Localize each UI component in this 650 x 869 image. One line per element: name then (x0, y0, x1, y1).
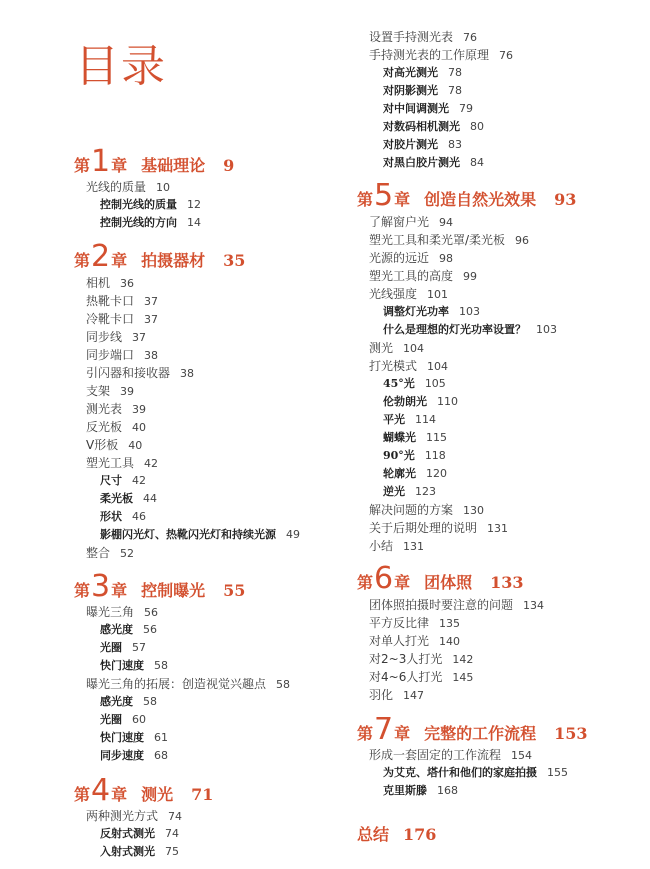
entry-text: 对阴影测光 (383, 84, 438, 97)
toc-entry (86, 294, 158, 309)
toc-entry (369, 688, 424, 703)
entry-page-number: 104 (403, 342, 425, 355)
entry-text: 同步速度 (100, 749, 144, 762)
entry-text: 克里斯滕 (383, 784, 427, 797)
entry-page-number: 58 (143, 695, 157, 708)
entry-page-number: 96 (515, 234, 530, 247)
toc-entry (369, 616, 460, 631)
chapter-suffix: 章 (111, 251, 128, 270)
chapter-page-number: 9 (223, 156, 235, 175)
entry-text: 快门速度 (100, 659, 144, 672)
entry-text: 两种测光方式 (86, 809, 159, 823)
entry-text: 对4~6人打光 (369, 670, 443, 684)
chapter-number: 3 (91, 569, 111, 604)
entry-text: 光圈 (100, 713, 122, 726)
entry-page-number: 61 (154, 731, 168, 744)
chapter-suffix: 章 (111, 785, 128, 804)
entry-page-number: 101 (427, 288, 449, 301)
entry-page-number: 56 (144, 606, 159, 619)
toc-subentry (383, 66, 462, 80)
chapter-heading (74, 773, 213, 808)
toc-subentry (383, 467, 447, 481)
chapter-number: 2 (91, 239, 111, 274)
toc-subentry (383, 431, 447, 445)
chapter-prefix: 第 (357, 573, 374, 592)
entry-text: 相机 (86, 276, 111, 290)
entry-page-number: 12 (187, 198, 201, 211)
toc-entry (369, 341, 424, 356)
chapter-suffix: 章 (394, 190, 411, 209)
entry-text: 光线强度 (369, 287, 418, 301)
toc-subentry (100, 641, 146, 655)
entry-page-number: 105 (424, 377, 446, 390)
entry-text: 轮廓光 (383, 467, 416, 480)
entry-text: 塑光工具的高度 (369, 269, 454, 283)
toc-entry (86, 384, 134, 399)
chapter-heading (74, 144, 234, 179)
chapter-page-number: 71 (191, 785, 214, 804)
chapter-prefix: 第 (74, 156, 91, 175)
entry-page-number: 60 (132, 713, 146, 726)
toc-entry (86, 420, 146, 435)
entry-text: 团体照拍摄时要注意的问题 (369, 598, 514, 612)
entry-page-number: 130 (463, 504, 485, 517)
entry-text: 引闪器和接收器 (86, 366, 171, 380)
entry-text: 关于后期处理的说明 (369, 521, 478, 535)
toc-subentry (100, 474, 146, 488)
entry-text: 平方反比律 (369, 616, 430, 630)
entry-text: 打光模式 (369, 359, 418, 373)
entry-page-number: 49 (286, 528, 300, 541)
entry-page-number: 154 (511, 749, 533, 762)
toc-entry (369, 287, 448, 302)
chapter-number: 1 (91, 144, 111, 179)
toc-subentry (383, 377, 446, 391)
entry-text: 90°光 (383, 449, 415, 462)
entry-page-number: 131 (403, 540, 425, 553)
entry-page-number: 40 (132, 421, 147, 434)
toc-entry (369, 521, 508, 536)
toc-entry (86, 677, 290, 692)
chapter-heading (357, 178, 576, 213)
toc-subentry (383, 485, 436, 499)
toc-entry (369, 634, 460, 649)
entry-page-number: 39 (132, 403, 147, 416)
entry-text: 冷靴卡口 (86, 312, 135, 326)
entry-page-number: 40 (128, 439, 143, 452)
entry-text: 反射式测光 (100, 827, 155, 840)
toc-subentry (383, 449, 446, 463)
chapter-suffix: 章 (111, 156, 128, 175)
entry-page-number: 114 (415, 413, 436, 426)
entry-text: 感光度 (100, 695, 133, 708)
chapter-heading (74, 239, 245, 274)
chapter-prefix: 第 (74, 251, 91, 270)
toc-subentry (100, 659, 168, 673)
chapter-number: 6 (374, 561, 394, 596)
entry-page-number: 120 (426, 467, 447, 480)
toc-subentry (383, 120, 484, 134)
entry-text: 反光板 (86, 420, 123, 434)
toc-subentry (100, 216, 201, 230)
toc-entry (369, 251, 453, 266)
entry-page-number: 57 (132, 641, 146, 654)
toc-entry (86, 546, 134, 561)
toc-subentry (100, 510, 146, 524)
toc-subentry (383, 784, 458, 798)
toc-entry (369, 269, 477, 284)
entry-text: 逆光 (383, 485, 405, 498)
entry-page-number: 142 (452, 653, 474, 666)
entry-text: 感光度 (100, 623, 133, 636)
summary-page-number: 176 (403, 825, 437, 844)
entry-text: 支架 (86, 384, 111, 398)
entry-text: 快门速度 (100, 731, 144, 744)
chapter-prefix: 第 (74, 785, 91, 804)
entry-text: 柔光板 (100, 492, 133, 505)
entry-page-number: 104 (427, 360, 449, 373)
entry-page-number: 46 (132, 510, 146, 523)
chapter-prefix: 第 (357, 190, 374, 209)
entry-page-number: 75 (165, 845, 179, 858)
toc-subentry (383, 413, 436, 427)
entry-text: 曝光三角 (86, 605, 135, 619)
chapter-title: 测光 (141, 785, 174, 804)
entry-text: 热靴卡口 (86, 294, 135, 308)
toc-entry (86, 809, 182, 824)
entry-page-number: 68 (154, 749, 168, 762)
entry-text: 伦勃朗光 (383, 395, 427, 408)
entry-text: 形成一套固定的工作流程 (369, 748, 502, 762)
entry-page-number: 14 (187, 216, 201, 229)
toc-subentry (100, 713, 146, 727)
entry-text: 45°光 (383, 377, 415, 390)
toc-entry (86, 330, 146, 345)
entry-page-number: 78 (448, 84, 462, 97)
toc-entry (369, 233, 529, 248)
toc-subentry (383, 84, 462, 98)
entry-page-number: 52 (120, 547, 135, 560)
entry-page-number: 38 (180, 367, 195, 380)
chapter-heading (357, 712, 588, 747)
entry-page-number: 76 (463, 31, 478, 44)
entry-text: 了解窗户光 (369, 215, 430, 229)
entry-page-number: 37 (144, 313, 159, 326)
entry-text: 为艾克、塔什和他们的家庭拍摄 (383, 766, 537, 779)
entry-page-number: 74 (165, 827, 179, 840)
entry-page-number: 84 (470, 156, 484, 169)
toc-entry (369, 670, 473, 685)
toc-entry (369, 48, 513, 63)
entry-page-number: 74 (168, 810, 183, 823)
entry-text: 光圈 (100, 641, 122, 654)
toc-subentry (383, 323, 557, 337)
toc-entry (86, 348, 158, 363)
toc-entry (86, 180, 170, 195)
entry-text: 手持测光表的工作原理 (369, 48, 490, 62)
entry-page-number: 115 (426, 431, 447, 444)
chapter-title: 创造自然光效果 (424, 190, 537, 209)
entry-text: 蝴蝶光 (383, 431, 416, 444)
toc-subentry (100, 845, 179, 859)
toc-entry (369, 652, 473, 667)
chapter-number: 7 (374, 712, 394, 747)
entry-text: 入射式测光 (100, 845, 155, 858)
entry-page-number: 98 (439, 252, 454, 265)
entry-text: 测光 (369, 341, 394, 355)
toc-entry (86, 438, 142, 453)
entry-text: 形状 (100, 510, 122, 523)
entry-page-number: 76 (499, 49, 514, 62)
summary-heading (357, 822, 436, 845)
entry-text: 对胶片测光 (383, 138, 438, 151)
chapter-page-number: 55 (223, 581, 246, 600)
entry-text: 什么是理想的灯光功率设置？ (383, 323, 526, 336)
entry-page-number: 99 (463, 270, 478, 283)
page-title: 目录 (75, 41, 167, 92)
toc-entry (369, 539, 424, 554)
chapter-title: 团体照 (424, 573, 473, 592)
chapter-page-number: 93 (554, 190, 577, 209)
toc-entry (369, 598, 544, 613)
entry-page-number: 38 (144, 349, 159, 362)
toc-subentry (383, 395, 458, 409)
toc-subentry (100, 492, 157, 506)
entry-page-number: 103 (459, 305, 480, 318)
entry-text: 塑光工具 (86, 456, 135, 470)
entry-page-number: 140 (439, 635, 461, 648)
chapter-page-number: 133 (490, 573, 524, 592)
entry-text: 对中间调测光 (383, 102, 449, 115)
entry-text: 塑光工具和柔光罩/柔光板 (369, 233, 506, 247)
toc-entry (369, 30, 477, 45)
entry-page-number: 168 (437, 784, 458, 797)
chapter-number: 4 (91, 773, 111, 808)
entry-page-number: 42 (144, 457, 159, 470)
chapter-title: 完整的工作流程 (424, 724, 537, 743)
entry-text: 平光 (383, 413, 405, 426)
toc-subentry (100, 695, 157, 709)
toc-entry (369, 503, 484, 518)
entry-text: 同步线 (86, 330, 123, 344)
toc-subentry (383, 102, 473, 116)
entry-text: 测光表 (86, 402, 123, 416)
entry-text: 对2~3人打光 (369, 652, 443, 666)
chapter-prefix: 第 (357, 724, 374, 743)
entry-text: 解决问题的方案 (369, 503, 454, 517)
entry-page-number: 58 (276, 678, 291, 691)
entry-page-number: 131 (487, 522, 509, 535)
entry-text: 整合 (86, 546, 111, 560)
entry-page-number: 39 (120, 385, 135, 398)
entry-text: 对黑白胶片测光 (383, 156, 460, 169)
entry-text: 影棚闪光灯、热靴闪光灯和持续光源 (100, 528, 276, 541)
toc-subentry (383, 766, 568, 780)
entry-page-number: 110 (437, 395, 458, 408)
toc-subentry (100, 731, 168, 745)
toc-subentry (100, 827, 179, 841)
toc-entry (86, 605, 158, 620)
entry-page-number: 134 (523, 599, 545, 612)
entry-page-number: 123 (415, 485, 436, 498)
toc-entry (86, 366, 194, 381)
entry-page-number: 37 (144, 295, 159, 308)
entry-text: 小结 (369, 539, 394, 553)
entry-page-number: 37 (132, 331, 147, 344)
toc-entry (86, 456, 158, 471)
toc-subentry (100, 749, 168, 763)
entry-page-number: 56 (143, 623, 157, 636)
entry-page-number: 135 (439, 617, 461, 630)
toc-subentry (383, 138, 462, 152)
toc-subentry (383, 305, 480, 319)
entry-text: V形板 (86, 438, 119, 452)
entry-text: 曝光三角的拓展：创造视觉兴趣点 (86, 677, 267, 691)
chapter-suffix: 章 (394, 724, 411, 743)
entry-page-number: 42 (132, 474, 146, 487)
entry-text: 尺寸 (100, 474, 122, 487)
toc-entry (86, 312, 158, 327)
chapter-suffix: 章 (111, 581, 128, 600)
entry-page-number: 103 (536, 323, 557, 336)
chapter-title: 拍摄器材 (141, 251, 206, 270)
chapter-title: 基础理论 (141, 156, 206, 175)
toc-subentry (100, 528, 300, 542)
entry-text: 调整灯光功率 (383, 305, 449, 318)
chapter-page-number: 35 (223, 251, 246, 270)
toc-subentry (100, 198, 201, 212)
chapter-heading (74, 569, 245, 604)
entry-text: 对单人打光 (369, 634, 430, 648)
entry-page-number: 83 (448, 138, 462, 151)
entry-page-number: 94 (439, 216, 454, 229)
entry-text: 控制光线的方向 (100, 216, 177, 229)
chapter-page-number: 153 (554, 724, 588, 743)
summary-title: 总结 (357, 825, 390, 844)
toc-entry (369, 215, 453, 230)
toc-entry (369, 748, 532, 763)
entry-page-number: 78 (448, 66, 462, 79)
entry-text: 对高光测光 (383, 66, 438, 79)
chapter-prefix: 第 (74, 581, 91, 600)
entry-text: 光线的质量 (86, 180, 147, 194)
entry-page-number: 58 (154, 659, 168, 672)
entry-page-number: 118 (424, 449, 446, 462)
toc-entry (369, 359, 448, 374)
toc-subentry (100, 623, 157, 637)
toc-entry (86, 402, 146, 417)
entry-text: 同步端口 (86, 348, 135, 362)
entry-page-number: 80 (470, 120, 484, 133)
chapter-heading (357, 561, 524, 596)
entry-text: 羽化 (369, 688, 394, 702)
chapter-suffix: 章 (394, 573, 411, 592)
entry-page-number: 10 (156, 181, 171, 194)
entry-page-number: 145 (452, 671, 474, 684)
entry-text: 设置手持测光表 (369, 30, 454, 44)
entry-page-number: 155 (547, 766, 568, 779)
entry-page-number: 147 (403, 689, 425, 702)
entry-text: 光源的远近 (369, 251, 430, 265)
entry-page-number: 36 (120, 277, 135, 290)
entry-text: 控制光线的质量 (100, 198, 177, 211)
entry-page-number: 44 (143, 492, 157, 505)
chapter-number: 5 (374, 178, 394, 213)
entry-page-number: 79 (459, 102, 473, 115)
toc-entry (86, 276, 134, 291)
chapter-title: 控制曝光 (141, 581, 206, 600)
toc-subentry (383, 156, 484, 170)
entry-text: 对数码相机测光 (383, 120, 460, 133)
